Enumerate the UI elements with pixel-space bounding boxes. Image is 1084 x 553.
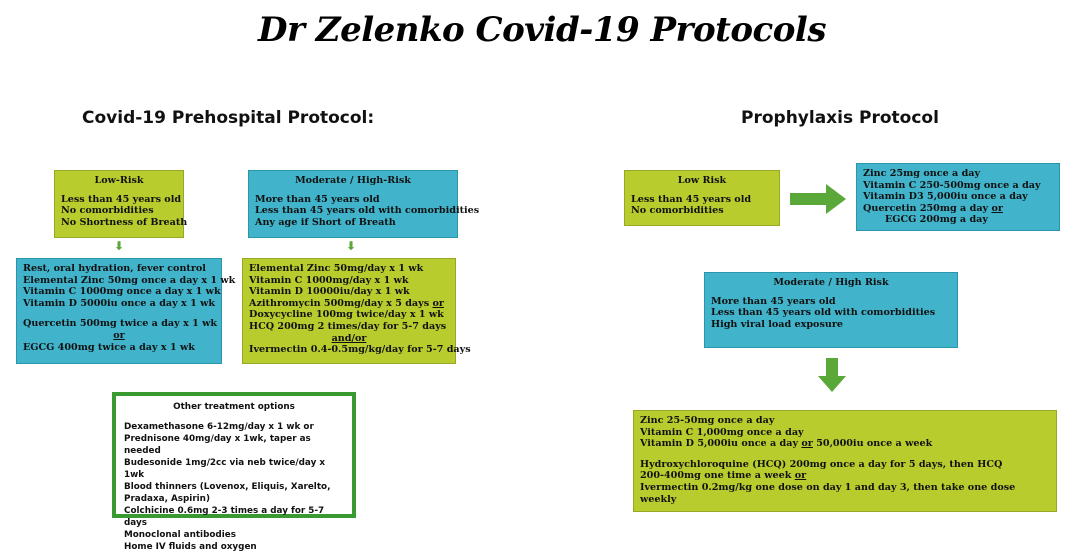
box-line-text: Vitamin D 5,000iu once a day [640, 438, 799, 450]
box-line-text: Azithromycin 500mg/day x 5 days [249, 297, 430, 309]
box-line: Home IV fluids and oxygen [124, 542, 257, 552]
box-title: Moderate / High-Risk [295, 175, 411, 186]
box-line: Less than 45 years old [61, 193, 182, 205]
box-line-text: 50,000iu once a week [816, 438, 933, 450]
down-arrow-icon: ⬇ [346, 239, 357, 253]
prehospital-high-treatment-box [242, 258, 471, 364]
prophylaxis-low-risk-box [624, 170, 780, 226]
box-line: Zinc 25mg once a day [863, 168, 981, 179]
box-line-text: Quercetin 250mg a day [863, 202, 989, 214]
box-line: Vitamin C 1000mg once a day x 1 wk [23, 286, 221, 298]
box-line: Vitamin C 1000mg/day x 1 wk [249, 274, 409, 286]
down-arrow-icon [818, 358, 846, 392]
prophylaxis-high-risk-box [704, 272, 958, 348]
box-line: Vitamin D 10000iu/day x 1 wk [249, 286, 410, 298]
box-title: Low Risk [677, 175, 727, 186]
box-line: Elemental Zinc 50mg/day x 1 wk [249, 263, 424, 274]
box-line: Less than 45 years old with comorbidities [711, 307, 936, 319]
box-line: Less than 45 years old with comorbidities [255, 205, 480, 217]
box-line: Doxycycline 100mg twice/day x 1 wk [249, 309, 444, 321]
box-line: Budesonide 1mg/2cc via neb twice/day x 1wk [124, 458, 326, 480]
prophylaxis-low-treatment-box [856, 163, 1060, 231]
or-connector: or [991, 202, 1003, 214]
box-line: Colchicine 0.6mg 2-3 times a day for 5-7 days [124, 506, 325, 528]
box-line: Monoclonal antibodies [124, 530, 236, 540]
box-line: Vitamin C 1,000mg once a day [640, 426, 804, 438]
box-line: No Shortness of Breath [61, 216, 188, 228]
prophylaxis-high-treatment-box [633, 410, 1057, 512]
right-arrow-icon [790, 184, 846, 214]
box-line: Ivermectin 0.4-0.5mg/kg/day for 5-7 days [249, 344, 471, 356]
box-line: HCQ 200mg 2 times/day for 5-7 days [249, 320, 447, 332]
down-arrow-icon: ⬇ [114, 239, 125, 253]
box-line: Pradaxa, Aspirin) [124, 494, 210, 504]
box-line [863, 203, 1053, 215]
box-line: Dexamethasone 6-12mg/day x 1 wk or [124, 422, 314, 432]
box-line [640, 470, 1050, 482]
box-title: Moderate / High Risk [773, 277, 889, 288]
box-line: Prednisone 40mg/day x 1wk, taper as needed [124, 434, 311, 456]
box-line: Vitamin C 250-500mg once a day [863, 179, 1041, 191]
or-connector: or [432, 297, 444, 309]
prehospital-heading: Covid-19 Prehospital Protocol: [82, 108, 375, 128]
or-connector: or [801, 438, 813, 450]
box-line: Vitamin D3 5,000iu once a day [863, 191, 1028, 203]
box-line: No comorbidities [61, 205, 154, 217]
box-line: EGCG 400mg twice a day x 1 wk [23, 341, 195, 353]
box-line: Zinc 25-50mg once a day [640, 415, 775, 426]
box-line: weekly [640, 493, 677, 505]
prehospital-low-treatment-box [16, 258, 236, 364]
other-treatment-options-box [112, 392, 356, 552]
box-line [249, 298, 449, 310]
box-line-text: 200-400mg one time a week [640, 470, 792, 482]
and-or-connector: and/or [331, 332, 367, 344]
box-line: EGCG 200mg a day [885, 214, 988, 226]
box-line: Rest, oral hydration, fever control [23, 263, 206, 274]
box-title: Low-Risk [94, 175, 144, 186]
box-line: More than 45 years old [711, 295, 836, 307]
prehospital-high-risk-box [248, 170, 480, 238]
box-title: Other treatment options [173, 402, 295, 412]
box-line: More than 45 years old [255, 193, 380, 205]
box-line: Less than 45 years old [631, 193, 752, 205]
box-line: Ivermectin 0.2mg/kg one dose on day 1 and day 3, then take one dose [640, 481, 1016, 493]
box-line: Vitamin D 5000iu once a day x 1 wk [23, 297, 216, 309]
box-line: Elemental Zinc 50mg once a day x 1 wk [23, 274, 236, 286]
or-connector: or [113, 329, 125, 341]
page-title: Dr Zelenko Covid-19 Protocols [258, 10, 826, 50]
box-line: Hydroxychloroquine (HCQ) 200mg once a day for 5 days, then HCQ [640, 458, 1003, 470]
or-connector: or [794, 470, 807, 482]
box-line [640, 438, 1050, 450]
box-line: High viral load exposure [711, 318, 843, 330]
box-line: Any age if Short of Breath [255, 216, 396, 228]
box-line: No comorbidities [631, 205, 724, 217]
box-line: Blood thinners (Lovenox, Eliquis, Xarelto, [124, 482, 331, 492]
prehospital-low-risk-box [54, 170, 188, 238]
prophylaxis-heading: Prophylaxis Protocol [741, 108, 939, 128]
box-line: Quercetin 500mg twice a day x 1 wk [23, 318, 218, 330]
